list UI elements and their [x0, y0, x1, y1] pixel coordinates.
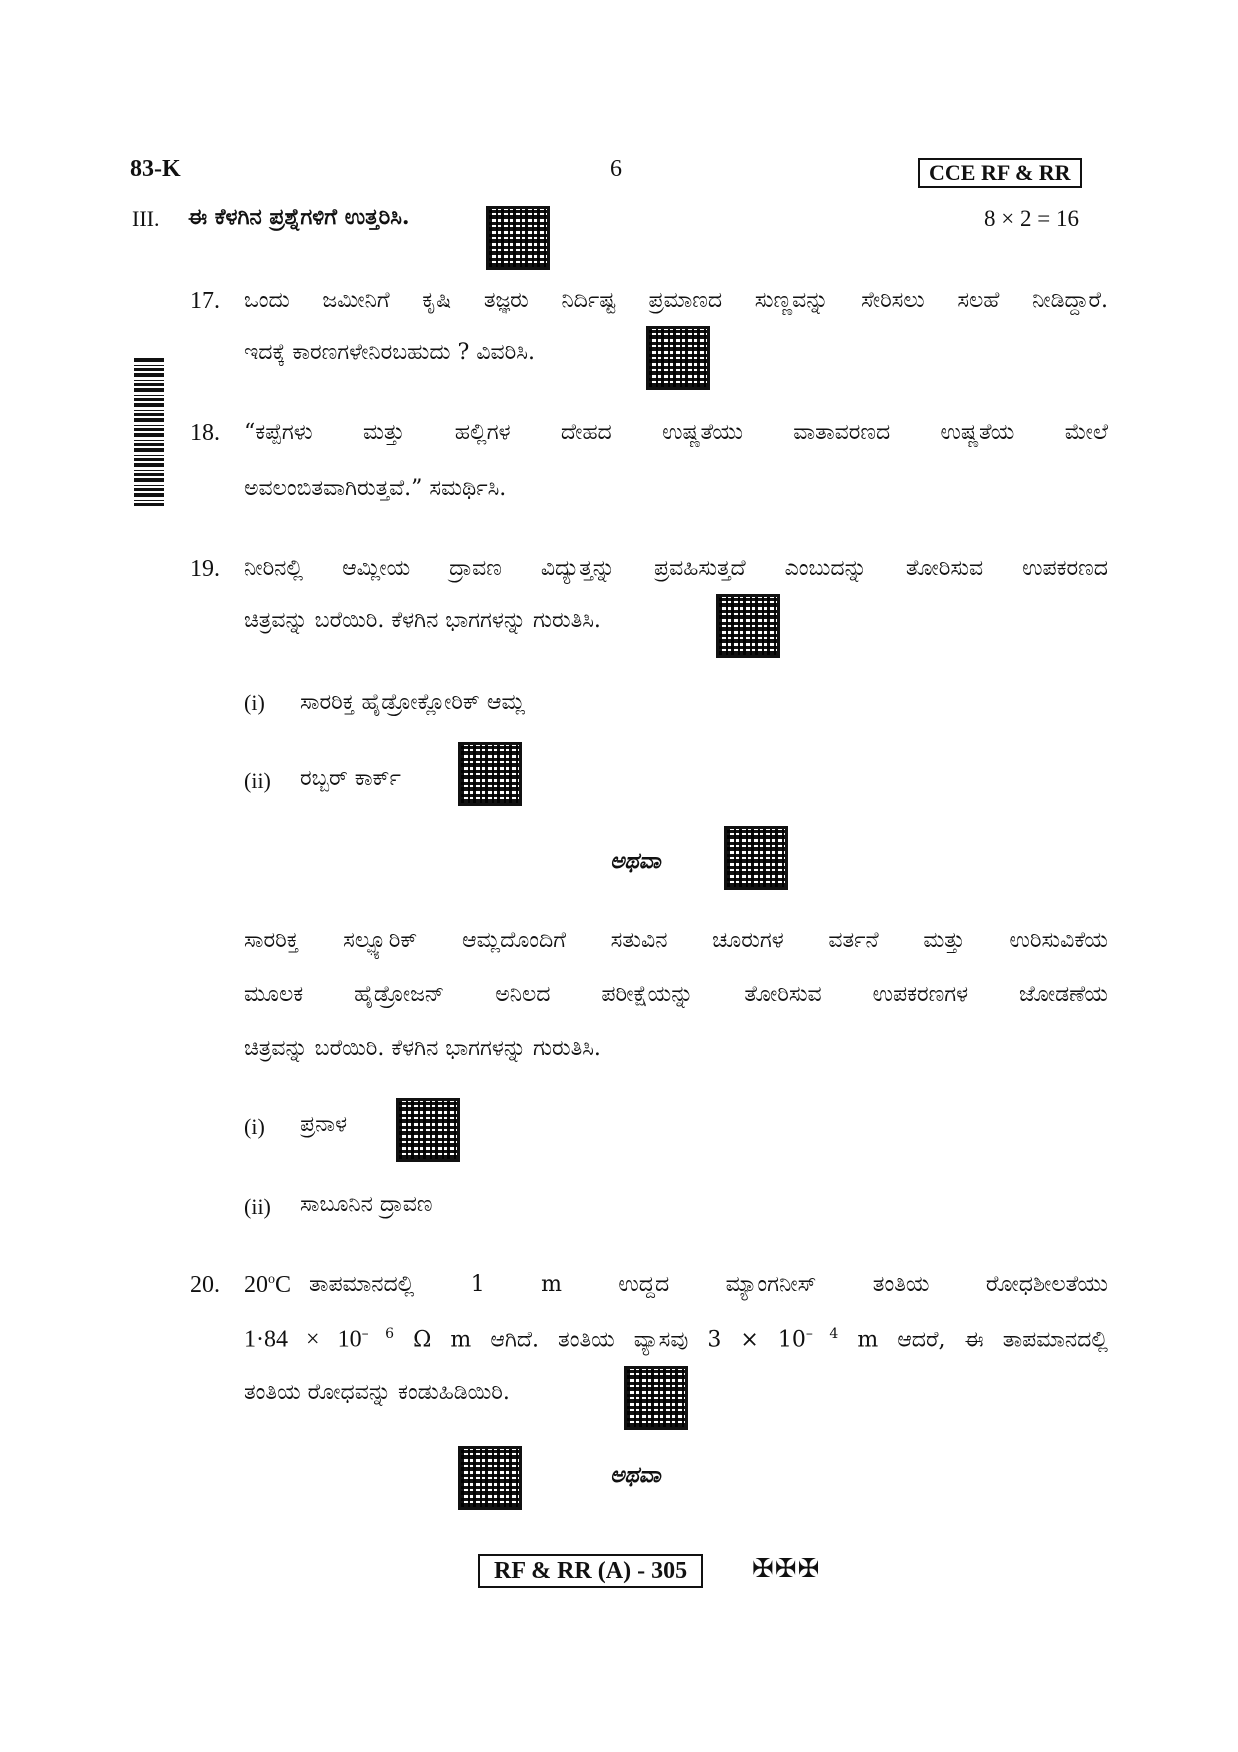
qr-code-icon [458, 742, 522, 806]
q19-part1-number: (i) [244, 690, 265, 715]
q19-alt-part1-text: ಪ್ರನಾಳ [300, 1112, 348, 1137]
q18-line1: “ಕಪ್ಪೆಗಳು ಮತ್ತು ಹಲ್ಲಿಗಳ ದೇಹದ ಉಷ್ಣತೆಯು ವಾತಾವರಣದ ಉಷ್ಣತೆಯ ಮೇಲೆ [244, 420, 1108, 445]
qr-code-icon [716, 594, 780, 658]
q20-line2-mid: Ω m ಆಗಿದೆ. ತಂತಿಯ ವ್ಯಾಸವು 3 × 10 [394, 1327, 806, 1353]
q19-part2-text: ರಬ್ಬರ್ ಕಾರ್ಕ್ [300, 766, 401, 791]
q18-line2: ಅವಲಂಬಿತವಾಗಿರುತ್ತವೆ.” ಸಮರ್ಥಿಸಿ. [244, 476, 507, 501]
q19-alt-line2: ಮೂಲಕ ಹೈಡ್ರೋಜನ್ ಅನಿಲದ ಪರೀಕ್ಷೆಯನ್ನು ತೋರಿಸುವ ಉಪಕರಣಗಳ ಜೋಡಣೆಯ [244, 982, 1108, 1007]
qr-code-icon [624, 1366, 688, 1430]
q20-or-label: ಅಥವಾ [610, 1462, 661, 1488]
q19-alt-part2-number: (ii) [244, 1194, 271, 1219]
q20-resistivity: 1·84 × 10 [244, 1326, 362, 1353]
qr-code-icon [724, 826, 788, 890]
qr-code-icon [396, 1098, 460, 1162]
q19-line2: ಚಿತ್ರವನ್ನು ಬರೆಯಿರಿ. ಕೆಳಗಿನ ಭಾಗಗಳನ್ನು ಗುರುತಿಸಿ. [244, 608, 601, 633]
q17-line2: ಇದಕ್ಕೆ ಕಾರಣಗಳೇನಿರಬಹುದು ? ವಿವರಿಸಿ. [244, 340, 535, 365]
barcode-icon [134, 356, 164, 506]
q17-line1: ಒಂದು ಜಮೀನಿಗೆ ಕೃಷಿ ತಜ್ಞರು ನಿರ್ದಿಷ್ಟ ಪ್ರಮಾಣದ ಸುಣ್ಣವನ್ನು ಸೇರಿಸಲು ಸಲಹೆ ನೀಡಿದ್ದಾರೆ. [244, 288, 1108, 313]
series-label: CCE RF & RR [918, 158, 1082, 188]
q20-line1 [244, 1272, 1108, 1299]
q19-or-label: ಅಥವಾ [610, 848, 661, 874]
q17-number: 17. [190, 288, 220, 314]
q20-temperature: 20$^o$C [244, 1272, 292, 1298]
qr-code-icon [458, 1446, 522, 1510]
q19-number: 19. [190, 556, 220, 582]
q20-diameter-exponent: – 4 [805, 1326, 839, 1342]
q19-alt-line1: ಸಾರರಿಕ್ತ ಸಲ್ಫ್ಯೂರಿಕ್ ಆಮ್ಲದೊಂದಿಗೆ ಸತುವಿನ ಚೂರುಗಳ ವರ್ತನೆ ಮತ್ತು ಉರಿಸುವಿಕೆಯ [244, 928, 1108, 953]
q20-line2-end: m ಆದರೆ, ಈ ತಾಪಮಾನದಲ್ಲಿ [838, 1327, 1108, 1353]
section-title: ಈ ಕೆಳಗಿನ ಪ್ರಶ್ನೆಗಳಿಗೆ ಉತ್ತರಿಸಿ. [188, 204, 410, 230]
section-marks: 8 × 2 = 16 [984, 206, 1079, 231]
q19-alt-part1-number: (i) [244, 1114, 265, 1139]
q19-alt-part2-text: ಸಾಬೂನಿನ ದ್ರಾವಣ [300, 1192, 433, 1217]
footer-series-box: RF & RR (A) - 305 [478, 1554, 703, 1588]
footer-stars: ✠✠✠ [752, 1554, 821, 1584]
q20-line1-rest: ತಾಪಮಾನದಲ್ಲಿ 1 m ಉದ್ದದ ಮ್ಯಾಂಗನೀಸ್ ತಂತಿಯ ರೋಧಶೀಲತೆಯು [309, 1272, 1108, 1297]
q20-line2 [244, 1326, 1108, 1353]
page-number: 6 [610, 156, 622, 182]
q19-line1: ನೀರಿನಲ್ಲಿ ಆಮ್ಲೀಯ ದ್ರಾವಣ ವಿದ್ಯುತ್ತನ್ನು ಪ್ರವಹಿಸುತ್ತದೆ ಎಂಬುದನ್ನು ತೋರಿಸುವ ಉಪಕರಣದ [244, 556, 1108, 581]
q19-alt-line3: ಚಿತ್ರವನ್ನು ಬರೆಯಿರಿ. ಕೆಳಗಿನ ಭಾಗಗಳನ್ನು ಗುರುತಿಸಿ. [244, 1036, 601, 1061]
q20-number: 20. [190, 1272, 220, 1298]
qr-code-icon [486, 206, 550, 270]
paper-code: 83-K [130, 156, 181, 182]
q20-resistivity-exponent: – 6 [361, 1326, 395, 1342]
qr-code-icon [646, 326, 710, 390]
q20-line3: ತಂತಿಯ ರೋಧವನ್ನು ಕಂಡುಹಿಡಿಯಿರಿ. [244, 1380, 510, 1405]
q19-part1-text: ಸಾರರಿಕ್ತ ಹೈಡ್ರೋಕ್ಲೋರಿಕ್ ಆಮ್ಲ [300, 690, 525, 715]
q19-part2-number: (ii) [244, 768, 271, 793]
section-number: III. [132, 206, 160, 231]
q18-number: 18. [190, 420, 220, 446]
